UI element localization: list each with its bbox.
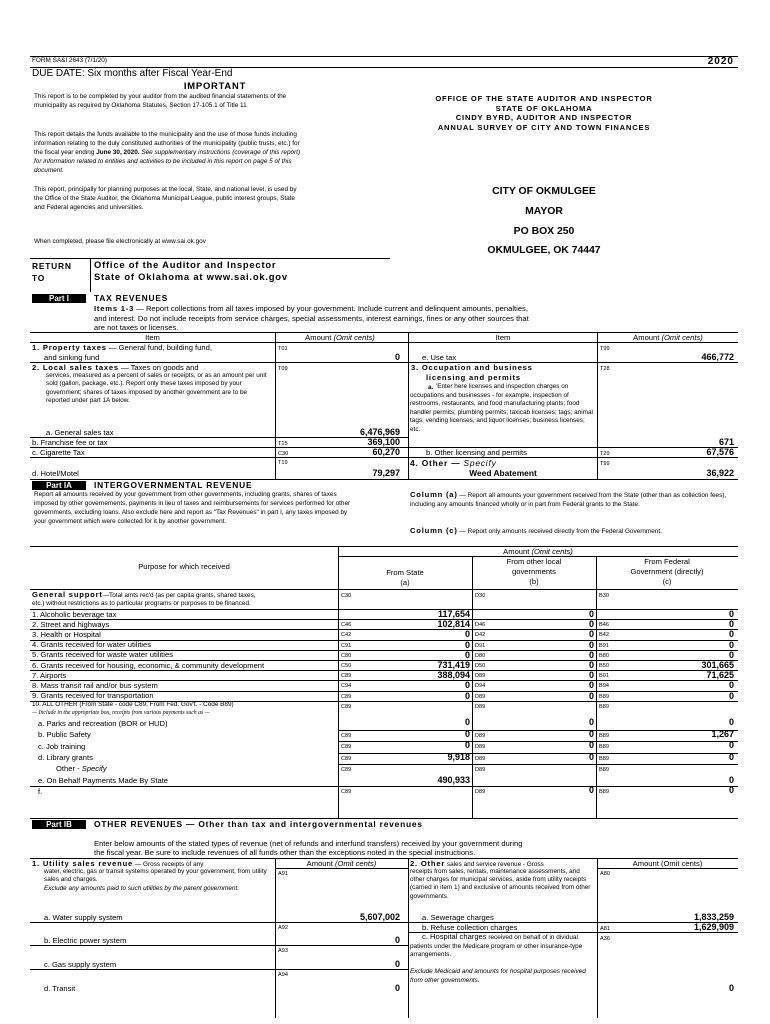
amount-text: Amount [503, 547, 530, 556]
local-sales-text: — Taxes on goods and [118, 363, 199, 372]
on-behalf-federal-value[interactable]: 0 [728, 775, 734, 786]
rule [338, 546, 339, 818]
intergov-value-federal[interactable]: 0 [728, 629, 734, 640]
col-b-header [472, 557, 596, 587]
other-code-b: D89 [475, 766, 486, 773]
city-line-3: PO BOX 250 [513, 225, 575, 237]
cigarette-value[interactable]: 60,270 [372, 447, 400, 457]
utility-desc: water, electric, gas or transit systems operated by your government, from utility sales and charges. [44, 868, 267, 884]
intergov-code-a: C80 [341, 652, 352, 659]
hospital-text: received on behalf of in dividual patients under the Medicare program or other insurance-type arrangements. [410, 934, 583, 959]
rule [90, 258, 91, 292]
intergov-subcode-b: D89 [475, 744, 486, 751]
col-c-note [410, 527, 730, 537]
gas-value[interactable]: 0 [394, 959, 400, 969]
all-other-code-a: C89 [341, 703, 352, 710]
general-sales-label: a. General sales tax [46, 428, 114, 437]
intergov-code-a: C89 [341, 693, 352, 700]
code-t15: T15 [278, 441, 288, 447]
hotel-label: d. Hotel/Motel [32, 469, 79, 478]
col-a-text: — Report all amounts your government received from the State (other than as collection fees), including any amounts financed wholly or in part from Federal grants to the State. [410, 492, 727, 508]
other-sales-text: sales and service revenue - Gross [445, 861, 544, 868]
intergov-subvalue-federal[interactable]: 1,267 [711, 728, 734, 739]
col-c-header [596, 557, 738, 587]
intergov-subvalue-state[interactable]: 9,918 [447, 751, 470, 762]
intergov-value-state[interactable]: 0 [464, 639, 470, 650]
use-tax-value[interactable]: 466,772 [701, 352, 734, 362]
intergov-value-state[interactable]: 0 [464, 680, 470, 691]
code-t29: T29 [600, 451, 610, 457]
utility-bold: 1. Utility sales revenue [32, 859, 134, 868]
intergov-code-c: B46 [599, 622, 609, 629]
rule [30, 670, 738, 671]
general-support-label [32, 590, 256, 599]
intergov-value-state[interactable]: 102,814 [437, 619, 470, 630]
intergov-value-local[interactable]: 0 [588, 690, 594, 701]
col-c-h1: From Federal [644, 557, 690, 566]
local-sales-desc: services, measured as a percent of sales or receipts, or as an amount per unit sold (gallon, package, etc.). Report only these taxes imposed by your government; shares of taxes imposed by another government are to be reported under part 1A below. [46, 372, 267, 405]
other-specify-prefix: Other - [56, 764, 80, 774]
row-f-label: f. [38, 786, 43, 796]
intergov-code-c: B50 [599, 663, 609, 669]
col-omit-right: (Omit cents) [661, 333, 703, 342]
all-other-label: 10. ALL OTHER (From State - code C89; From Fed. Gov't. - Code B89) [32, 701, 234, 709]
intergov-value-local[interactable]: 0 [588, 629, 594, 640]
intergov-code-b: D91 [475, 642, 486, 649]
rule [338, 753, 738, 754]
intergov-subrow-label: a. Parks and recreation (BOR or HUD) [38, 718, 168, 728]
intergov-code-a: C42 [341, 632, 352, 639]
office-line-2: STATE OF OKLAHOMA [495, 103, 593, 113]
intergov-code-b: D89 [475, 693, 486, 700]
important-text-3: This report, principally for planning purposes at the local, State, and national level, is used by the Office of the State Auditor, the Oklahoma Municipal League, public interest groups, State and Federal agencies and universities. [34, 186, 297, 211]
intergov-value-state[interactable]: 117,654 [437, 609, 470, 619]
intergov-value-federal[interactable]: 0 [728, 690, 734, 701]
occupation-label: 3. Occupation and business [411, 363, 533, 372]
part1b-label: Part IB [32, 820, 86, 829]
part1a-intro: Report all amounts received by your government from other governments, including grants, shares of taxes imposed by other governements, payments in lieu of taxes and reimbursements for services performed for other governments, excluding loans. Also exclude here and report as "Tax Revenues" in part I, any taxes imposed by your government which were collected for it by another government. [34, 491, 351, 525]
intergov-value-local[interactable]: 0 [588, 670, 594, 681]
intergov-code-c: B01 [599, 673, 609, 680]
hospital-desc [410, 933, 596, 960]
rule [30, 629, 738, 630]
hotel-value[interactable]: 79,297 [372, 468, 400, 478]
col-a-h2: (a) [400, 578, 410, 587]
due-date: DUE DATE: Six months after Fiscal Year-End [32, 68, 233, 79]
part1-intro-1 [94, 304, 528, 313]
col-c-text: — Report only amounts received directly from the Federal Government. [457, 528, 662, 535]
code-t01: T01 [278, 346, 288, 352]
intergov-code-c: B80 [599, 652, 609, 659]
intergov-value-federal[interactable]: 0 [728, 619, 734, 630]
col-a-note [410, 491, 730, 510]
other-sales-desc: receipts from sales, rentals, maintenance assessments, and other charges for municipal services, aside from utility receipts (carried in item 1) and exclusive of amounts received from other governments. [410, 868, 591, 900]
intergov-subvalue-state[interactable]: 0 [464, 728, 470, 739]
intergov-value-federal[interactable]: 0 [728, 680, 734, 691]
part1b-intro-2: the fiscal year. Be sure to include revenues of all funds other than the exceptions noted in the special instructions. [94, 848, 476, 857]
survey-form [30, 56, 738, 1018]
gas-label: c. Gas supply system [44, 960, 117, 969]
code-a91: A91 [278, 871, 288, 877]
col-omit-left: (Omit cents) [333, 333, 375, 342]
code-c30-general: C30 [341, 593, 352, 599]
hospital-label: c. Hospital charges [422, 932, 487, 941]
important-note: See supplementary instructions (coverage of this report) for information related to entities and activities to be included in this report on page 5 of this document. [34, 148, 301, 174]
general-support-label-2: etc.) without restrictions as to particular programs or purposes to be financed. [32, 600, 251, 607]
col-a-header [338, 568, 472, 588]
intergov-subrow-label: d. Library grants [38, 753, 93, 762]
code-a93: A93 [278, 948, 288, 954]
code-c30: C30 [278, 451, 289, 457]
electric-value[interactable]: 0 [394, 935, 400, 945]
code-a92: A92 [278, 925, 288, 931]
utility-text: — Gross receipts of any [133, 861, 204, 868]
other-tax-label: 4. Other — Specify [410, 458, 497, 468]
intergov-subvalue-federal[interactable]: 0 [728, 717, 734, 728]
return-label-2: TO [32, 273, 46, 283]
all-other-code-b: D89 [475, 703, 486, 710]
local-sales-bold: 2. Local sales taxes [32, 363, 119, 372]
intergov-row-label: 6. Grants received for housing, economic, & community development [32, 660, 265, 670]
ib-amount-right: Amount (Omit cents) [632, 859, 703, 868]
general-support-text: —Total amts rec'd (as per capita grants, shared taxes, [102, 592, 256, 599]
intergov-subcode-b: D89 [475, 755, 486, 762]
intergov-subvalue-federal[interactable]: 0 [728, 740, 734, 751]
other-specify-italic: Specify [81, 764, 107, 774]
intergov-value-state[interactable]: 0 [464, 649, 470, 660]
sewerage-value[interactable]: 1,833,259 [693, 912, 734, 922]
col-amount-left-text: Amount [305, 333, 332, 342]
important-text-4: When completed, please file electronically at www.sai.ok.gov [34, 238, 206, 245]
on-behalf-state-value[interactable]: 490,933 [437, 775, 470, 786]
intergov-value-local[interactable]: 0 [588, 609, 594, 619]
rule [30, 447, 408, 448]
intergov-row-label: 2. Street and highways [32, 619, 110, 629]
electric-label: b. Electric power system [44, 936, 127, 945]
intergov-value-federal[interactable]: 0 [728, 639, 734, 650]
col-amount-right [598, 333, 738, 342]
intergov-code-a: C91 [341, 642, 352, 649]
intergov-code-c: B94 [599, 683, 609, 690]
utility-exclude: Exclude any amounts paid to such utilities by the parent government. [44, 885, 240, 892]
rule [338, 764, 738, 765]
intergov-subcode-b: D89 [475, 732, 486, 739]
col-amount-right-text: Amount [633, 333, 660, 342]
rule [30, 945, 408, 946]
property-taxes-text: — General fund, building fund, [106, 343, 212, 352]
intergov-row-label: 8. Mass transit rail and/or bus system [32, 680, 158, 690]
other-code-c: B89 [599, 766, 609, 773]
office-line-3: CINDY BYRD, AUDITOR AND INSPECTOR [455, 113, 633, 123]
part1-label: Part I [32, 294, 86, 303]
property-taxes-value[interactable]: 0 [394, 352, 400, 362]
office-block [385, 94, 703, 132]
intergov-row-label: 9. Grants received for transportation [32, 691, 154, 701]
code-t28: T28 [600, 366, 610, 372]
intergov-subcode-c: B89 [599, 732, 609, 739]
city-block [385, 182, 703, 261]
rule [597, 868, 738, 869]
important-text-1: This report is to be completed by your auditor from the audited financial statements of the municipality as required by Oklahoma Statutes, Section 17-105.1 of Title 11 [34, 93, 287, 109]
omit-text: (Omit cents) [531, 547, 573, 556]
part1a-label: Part IA [32, 481, 86, 490]
local-sales-label [32, 363, 199, 372]
hospital-exclude: Exclude Medicaid and amounts for hospital purposes received from other governments. [410, 968, 586, 984]
intergov-subcode-a: C89 [341, 744, 352, 751]
code-t09: T09 [278, 366, 288, 372]
intergov-value-federal[interactable]: 0 [728, 649, 734, 660]
code-a94: A94 [278, 972, 288, 978]
city-line-4: OKMULGEE, OK 74447 [487, 245, 601, 257]
intergov-code-c: B89 [599, 693, 609, 700]
code-t99b: T99 [600, 461, 610, 467]
intergov-code-b: D50 [475, 663, 486, 669]
part1-intro-2: and interest. Do not include receipts from service charges, special assessments, interest earnings, fines or any other sources that [94, 314, 529, 323]
col-amount-left [275, 333, 405, 342]
weed-value[interactable]: 36,922 [706, 468, 734, 478]
occupation-a: a. [428, 384, 434, 391]
col-a-bold: Column (a) [410, 490, 458, 499]
intergov-subcode-c: B89 [599, 755, 609, 762]
return-to-site: State of Oklahoma at www.sai.ok.gov [94, 271, 288, 282]
water-label: a. Water supply system [44, 913, 123, 922]
intergov-row-label: 7. Airports [32, 670, 67, 680]
intergov-value-federal[interactable]: 301,665 [701, 660, 734, 670]
intergov-value-state[interactable]: 0 [464, 629, 470, 640]
col-a-h1: From State [386, 568, 424, 577]
franchise-label: b. Franchise fee or tax [32, 438, 108, 447]
ib-amount-left-text: Amount [306, 859, 333, 868]
intergov-code-a: C46 [341, 622, 352, 629]
rule [275, 868, 408, 869]
intergov-subvalue-local[interactable]: 0 [588, 751, 594, 762]
city-line-2: MAYOR [525, 205, 563, 217]
intergov-subrow-label: b. Public Safety [38, 730, 91, 740]
intergov-subvalue-local[interactable]: 0 [588, 728, 594, 739]
transit-label: d. Transit [44, 984, 76, 993]
code-t99: T99 [600, 346, 610, 352]
rule [338, 741, 738, 742]
water-value[interactable]: 5,607,002 [359, 912, 400, 922]
property-taxes-label [32, 343, 212, 352]
property-taxes-bold: 1. Property taxes [32, 343, 107, 352]
col-item-left: Item [145, 333, 160, 342]
on-behalf-label: e. On Behalf Payments Made By State [38, 775, 169, 785]
rule [30, 619, 738, 620]
intergov-value-federal[interactable]: 0 [728, 609, 734, 619]
refuse-value[interactable]: 1,629,909 [693, 922, 734, 932]
code-b30-general: B30 [599, 593, 609, 599]
occupation-label-2: licensing and permits [426, 373, 521, 382]
part1a-title: INTERGOVERNMENTAL REVENUE [94, 480, 253, 490]
col-c-bold: Column (c) [410, 526, 458, 535]
intergov-subvalue-state[interactable]: 0 [464, 717, 470, 728]
intergov-code-b: D94 [475, 683, 486, 690]
intergov-subrow-label: c. Job training [38, 741, 86, 751]
rule [275, 858, 276, 1018]
intergov-subvalue-local[interactable]: 0 [588, 740, 594, 751]
intergov-subcode-a: C89 [341, 732, 352, 739]
ib-omit-left: (Omit cents) [334, 859, 377, 868]
form-id: FORM SA&I 2643 (7/1/20) [32, 57, 107, 64]
other-licensing-label: b. Other licensing and permits [426, 448, 527, 457]
form-year: 2020 [707, 56, 734, 67]
col-c-h2: Government (directly) [630, 567, 704, 576]
rule [30, 609, 738, 610]
other-sales-label [410, 859, 544, 868]
intergov-row-label: 1. Alcoholic beverage tax [32, 609, 117, 619]
rule [30, 56, 738, 57]
intergov-subcode-c: B89 [599, 744, 609, 751]
rule [30, 969, 408, 970]
hospital-value[interactable]: 0 [728, 983, 734, 993]
franchise-value[interactable]: 369,100 [367, 437, 400, 447]
important-text-2-body: This report details the funds available to the municipality and the use of those funds including information relating to the duly constituted authorities of the municipality (public trusts, etc.) for the fiscal year ending [34, 131, 300, 156]
important-text-2 [34, 131, 304, 176]
intergov-code-b: D46 [475, 622, 486, 629]
intergov-value-local[interactable]: 0 [588, 660, 594, 670]
rule [30, 786, 738, 787]
rule [597, 858, 598, 1018]
purpose-header: Purpose for which received [138, 562, 230, 571]
f-local-value[interactable]: 0 [588, 785, 594, 796]
col-item-right: Item [495, 333, 511, 342]
intergov-code-b: D80 [475, 652, 486, 659]
part1b-title: OTHER REVENUES — Other than tax and intergovernmental revenues [94, 819, 423, 829]
general-sales-value[interactable]: 6,476,969 [359, 427, 400, 437]
code-a80: A80 [600, 871, 610, 877]
rule [472, 556, 473, 818]
intergov-subcode-a: C89 [341, 755, 352, 762]
intergov-code-b: D89 [475, 673, 486, 680]
intergov-value-state[interactable]: 731,419 [437, 660, 470, 670]
occupation-desc: 'Enter here licenses and inspection charges on occupations and businesses - for example, inspection of restrooms, restaurants, and food manufacturing plants; food handler permits; plumbing permits; taxicab licenses; tags; animal tags; vending licenses, and liquor licenses; business licenses; etc. [410, 383, 593, 433]
property-taxes-label-2: and sinking fund [44, 353, 100, 362]
intergov-subvalue-state[interactable]: 0 [464, 740, 470, 751]
intergov-code-a: C94 [341, 683, 352, 690]
other-sales-bold: 2. Other [410, 859, 446, 868]
refuse-label: b. Refuse collection charges [422, 923, 518, 932]
col-b-h2: governments [512, 567, 556, 576]
city-line-1: CITY OF OKMULGEE [492, 186, 596, 197]
other-specify-label [56, 764, 107, 773]
rule [596, 556, 597, 818]
sewerage-label: a. Sewerage charges [422, 913, 494, 922]
col-b-h3: (b) [529, 577, 539, 586]
intergov-value-local[interactable]: 0 [588, 649, 594, 660]
general-support-bold: General support [32, 590, 103, 599]
occupation-value[interactable]: 671 [718, 437, 734, 447]
intergov-subvalue-federal[interactable]: 0 [728, 751, 734, 762]
rule [408, 858, 409, 1018]
intergov-value-state[interactable]: 0 [464, 690, 470, 701]
transit-value[interactable]: 0 [394, 983, 400, 993]
code-a81: A81 [600, 926, 610, 932]
f-code-a: C89 [341, 789, 352, 796]
intergov-value-local[interactable]: 0 [588, 680, 594, 691]
important-heading: IMPORTANT [183, 80, 247, 91]
return-to-office: Office of the Auditor and Inspector [94, 259, 277, 270]
all-other-note: — Include in the appropriate box, receipts from various payments such as — [32, 709, 210, 716]
other-licensing-value[interactable]: 67,576 [706, 447, 734, 457]
cigarette-label: c. Cigarette Tax [32, 448, 85, 457]
code-a36: A36 [600, 936, 610, 942]
other-code-a: C89 [341, 766, 352, 773]
f-code-b: D89 [475, 789, 486, 796]
col-b-h1: From other local [506, 557, 562, 566]
other-tax-bold: 4. Other [410, 458, 449, 468]
office-line-1: OFFICE OF THE STATE AUDITOR AND INSPECTOR [435, 94, 653, 103]
office-line-4: ANNUAL SURVEY OF CITY AND TOWN FINANCES [437, 122, 651, 132]
intergov-code-c: B42 [599, 632, 609, 639]
all-other-code-c: B89 [599, 703, 609, 710]
weed-label: Weed Abatement [469, 468, 537, 478]
col-c-h3: (c) [662, 577, 672, 586]
intergov-value-federal[interactable]: 71,625 [706, 670, 734, 681]
code-t19: T19 [278, 460, 288, 466]
other-tax-specify: Specify [463, 458, 497, 468]
intergov-row-label: 4. Grants received for water utilities [32, 640, 152, 650]
part1-intro-1-text: — Report collections from all taxes imposed by your government. Include current and delinquent amounts, penalties, [134, 304, 528, 313]
rule [30, 457, 408, 458]
intergov-code-c: B91 [599, 642, 609, 649]
intergov-value-state[interactable]: 388,094 [437, 670, 470, 681]
rule [30, 922, 408, 923]
ib-amount-left [275, 859, 408, 868]
f-federal-value[interactable]: 0 [728, 785, 734, 796]
return-label: RETURN [32, 261, 72, 271]
part1b-intro-1: Enter below amounts of the stated types of revenue (net of refunds and interfund transfers) received by your government during [94, 839, 523, 848]
intergov-code-a: C89 [341, 673, 352, 680]
intergov-value-local[interactable]: 0 [588, 619, 594, 630]
intergov-code-a: C50 [341, 663, 352, 669]
f-code-c: B89 [599, 789, 609, 796]
intergov-value-local[interactable]: 0 [588, 639, 594, 650]
part1a-amount-header [338, 547, 738, 556]
important-date: June 30, 2020. [96, 148, 140, 156]
part1-intro-3: are not taxes or licenses. [94, 323, 179, 332]
code-d30-general: D30 [475, 593, 486, 599]
intergov-code-b: D42 [475, 632, 486, 639]
part1-title: TAX REVENUES [94, 293, 169, 303]
part1-items: Items 1-3 [94, 304, 135, 313]
rule [338, 730, 738, 731]
intergov-row-label: 3. Health or Hospital [32, 629, 101, 639]
use-tax-label: e. Use tax [422, 353, 457, 362]
utility-label [32, 859, 203, 868]
intergov-row-label: 5. Grants received for waste water utilities [32, 650, 173, 660]
intergov-subvalue-local[interactable]: 0 [588, 717, 594, 728]
